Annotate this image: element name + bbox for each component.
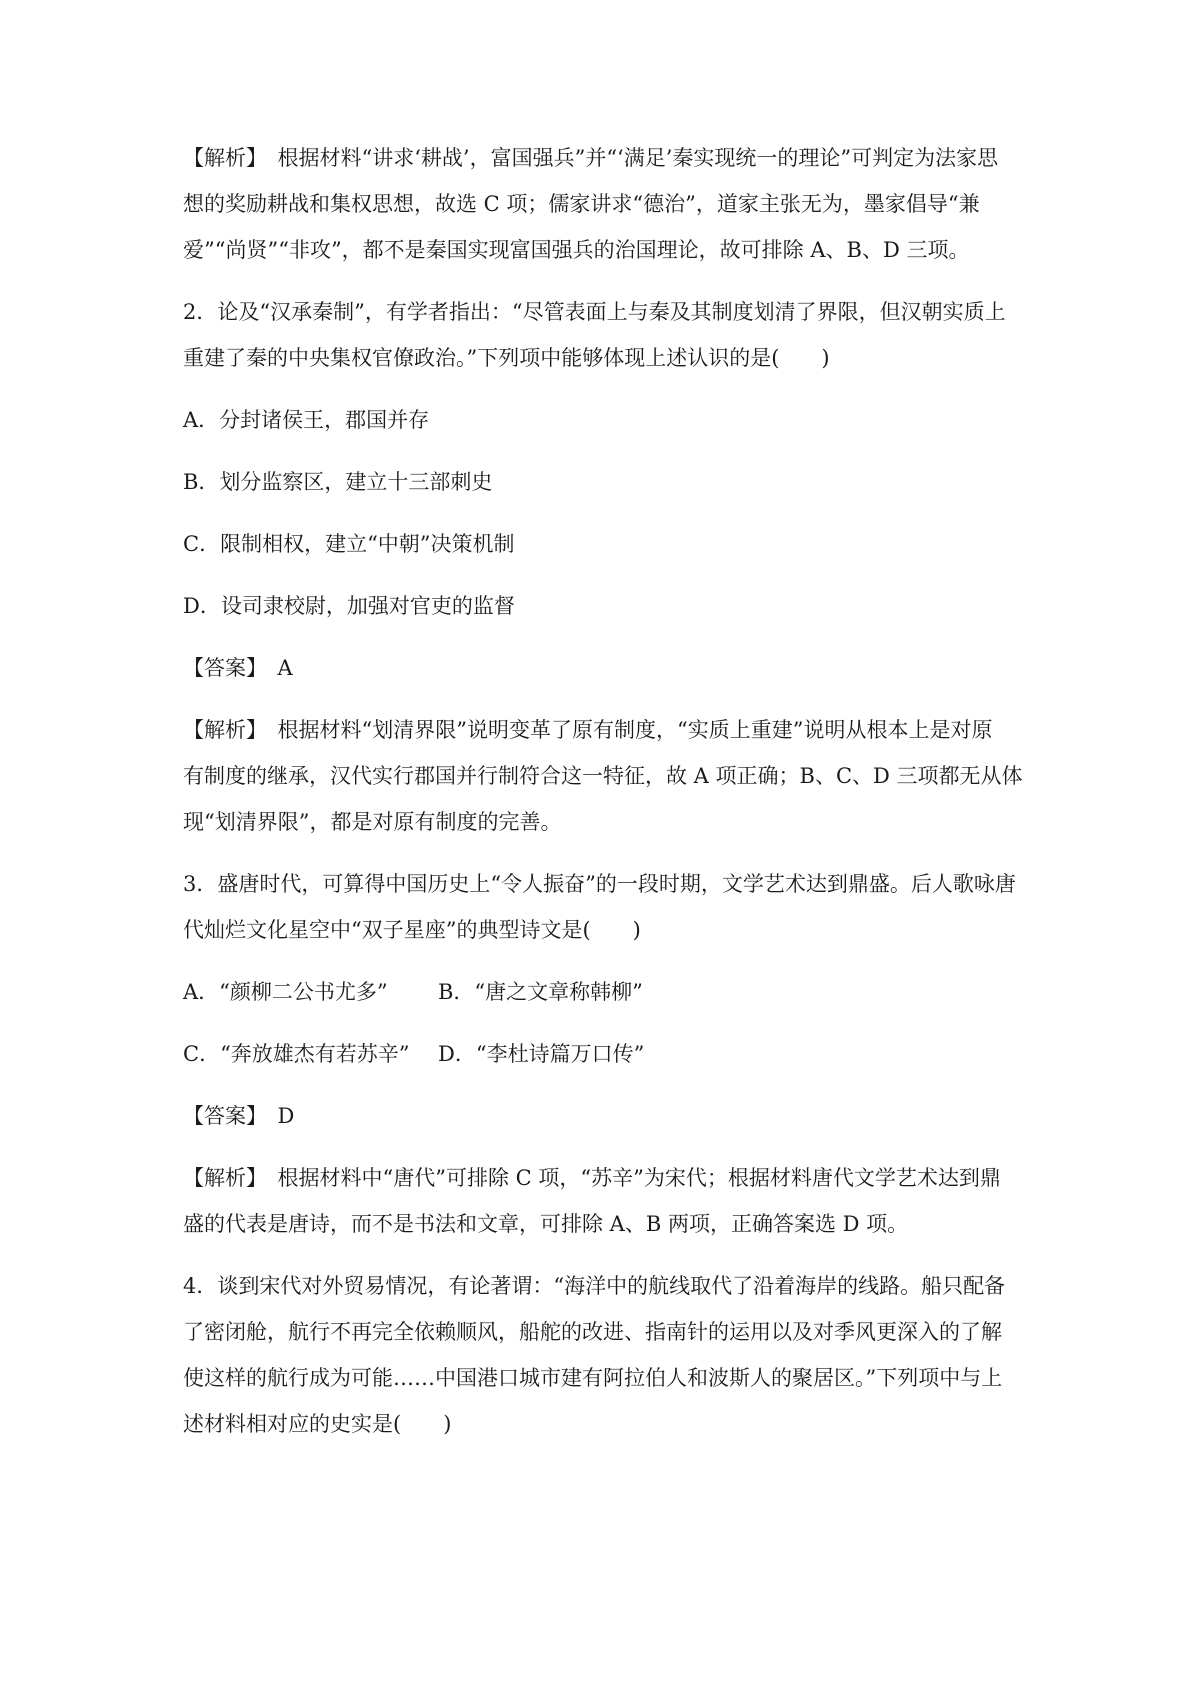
question-2-option-b: B．划分监察区，建立十三部刺史 [183, 470, 493, 494]
question-2-option-d: D．设司隶校尉，加强对官吏的监督 [183, 594, 515, 618]
analysis-2-line-3: 现“划清界限”，都是对原有制度的完善。 [183, 810, 562, 834]
question-3-option-d: D．“李杜诗篇万口传” [438, 1042, 645, 1066]
question-3-option-b: B．“唐之文章称韩柳” [438, 980, 643, 1004]
question-2-line-1: 2．论及“汉承秦制”，有学者指出：“尽管表面上与秦及其制度划清了界限，但汉朝实质上 [183, 300, 1006, 324]
analysis-3-line-1: 【解析】 根据材料中“唐代”可排除 C 项，“苏辛”为宋代；根据材料唐代文学艺术达到鼎 [183, 1166, 1001, 1190]
analysis-2-line-2: 有制度的继承，汉代实行郡国并行制符合这一特征，故 A 项正确；B、C、D 三项都无从体 [183, 764, 1023, 788]
question-3-line-1: 3．盛唐时代，可算得中国历史上“令人振奋”的一段时期，文学艺术达到鼎盛。后人歌咏唐 [183, 872, 1016, 896]
question-2-option-a: A．分封诸侯王，郡国并存 [183, 408, 430, 432]
question-3-option-a: A．“颜柳二公书尤多” [183, 980, 388, 1004]
answer-2: 【答案】 A [183, 656, 293, 680]
question-4-line-4: 述材料相对应的史实是( ) [183, 1412, 452, 1436]
question-2-line-2: 重建了秦的中央集权官僚政治。”下列项中能够体现上述认识的是( ) [183, 346, 830, 370]
question-3-options-row-2 [183, 1041, 410, 1067]
question-4-line-1: 4．谈到宋代对外贸易情况，有论著谓：“海洋中的航线取代了沿着海岸的线路。船只配备 [183, 1274, 1006, 1298]
answer-3: 【答案】 D [183, 1104, 295, 1128]
question-2-option-c: C．限制相权，建立“中朝”决策机制 [183, 532, 515, 556]
analysis-2-line-1: 【解析】 根据材料“划清界限”说明变革了原有制度，“实质上重建”说明从根本上是对原 [183, 718, 993, 742]
question-3-options-row-1 [183, 979, 388, 1005]
question-4-line-2: 了密闭舱，航行不再完全依赖顺风，船舵的改进、指南针的运用以及对季风更深入的了解 [183, 1320, 1002, 1344]
question-4-line-3: 使这样的航行成为可能……中国港口城市建有阿拉伯人和波斯人的聚居区。”下列项中与上 [183, 1366, 1003, 1390]
analysis-3-line-2: 盛的代表是唐诗，而不是书法和文章，可排除 A、B 两项，正确答案选 D 项。 [183, 1212, 909, 1236]
question-3-option-c: C．“奔放雄杰有若苏辛” [183, 1042, 410, 1066]
question-3-line-2: 代灿烂文化星空中“双子星座”的典型诗文是( ) [183, 918, 641, 942]
analysis-1-line-2: 想的奖励耕战和集权思想，故选 C 项；儒家讲求“德治”，道家主张无为，墨家倡导“兼 [183, 192, 980, 216]
analysis-1-line-3: 爱”“尚贤”“非攻”，都不是秦国实现富国强兵的治国理论，故可排除 A、B、D 三项。 [183, 238, 970, 262]
analysis-1-line-1: 【解析】 根据材料“讲求‘耕战’，富国强兵”并“‘满足’秦实现统一的理论”可判定为法家思 [183, 146, 999, 170]
